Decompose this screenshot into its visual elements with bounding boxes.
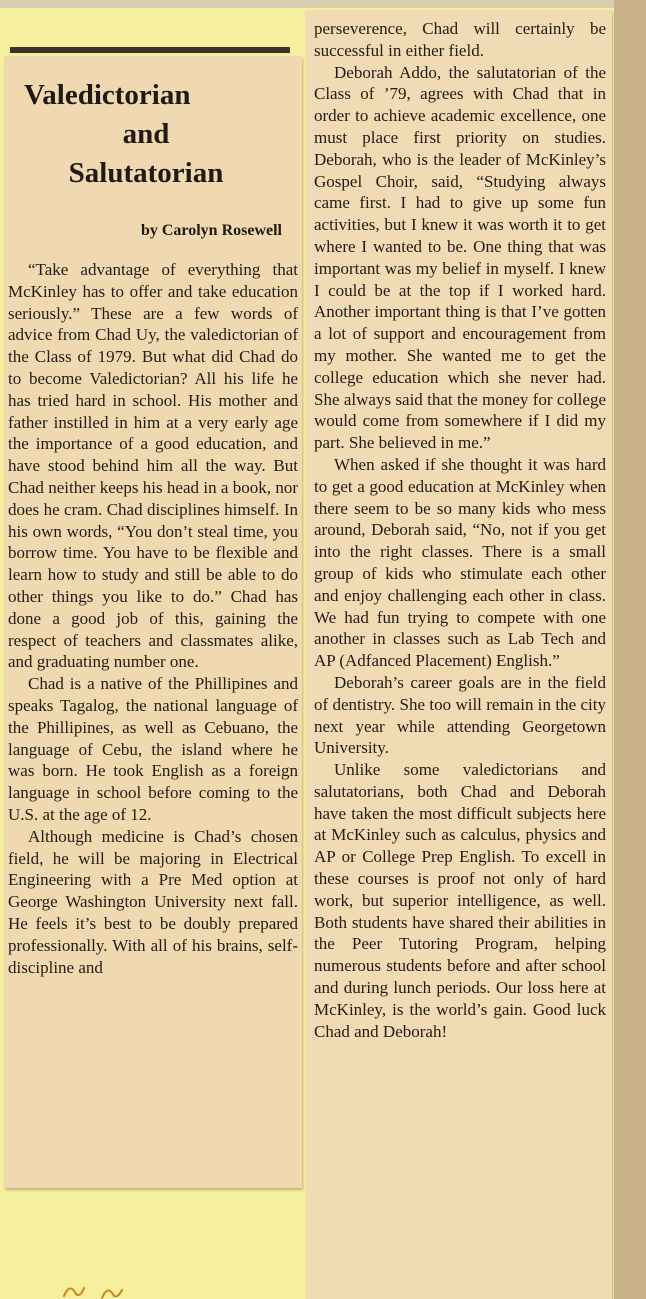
headline (10, 76, 282, 193)
paragraph: Although medicine is Chad’s chosen field, he will be majoring in Electrical Engineering with a Pre Med option at George Washington University next fall. He feels it’s best to be doubly prepared professionally. With all of his brains, self-discipline and (8, 826, 298, 977)
left-column (8, 259, 298, 978)
paragraph: “Take advantage of everything that McKinley has to offer and take education seriously.” These are a few words of advice from Chad Uy, the valedictorian of the Class of 1979. But what did Chad do to become Valedictorian? All his life he has tried hard in school. His mother and father instilled in him at a very early age the importance of a good education, and have stood behind him all the way. But Chad neither keeps his head in a book, nor does he cram. Chad disciplines himself. In his own words, “You don’t steal time, you borrow time. You have to be flexible and learn how to study and still be able to do other things you like to do.” Chad has done a good job of this, gaining the respect of teachers and classmates alike, and graduating number one. (8, 260, 298, 672)
top-edge (0, 0, 646, 8)
headline-line-2: and (122, 118, 170, 150)
headline-rule (10, 47, 290, 53)
right-edge (614, 0, 646, 1299)
right-column (314, 18, 606, 1042)
paragraph: perseverence, Chad will certainly be successful in either field. (314, 19, 606, 60)
headline-line-3: Salutatorian (68, 157, 224, 189)
paragraph: Deborah’s career goals are in the field of dentistry. She too will remain in the city next year while attending Georgetown University. (314, 672, 606, 758)
paragraph: When asked if she thought it was hard to get a good education at McKinley when there seem to be so many kids who mess around, Deborah said, “No, not if you get into the right classes. There is a small group of kids who stimulate each other and enjoy challenging each other in class. We had fun trying to compete with one another in classes such as Lab Tech and AP (Adfanced Placement) English.” (314, 454, 606, 671)
headline-line-1: Valedictorian (24, 79, 191, 111)
byline: by Carolyn Rosewell (140, 222, 282, 239)
paragraph: Unlike some valedictorians and salutatorians, both Chad and Deborah have taken the most difficult subjects here at McKinley such as calculus, physics and AP or College Prep English. To excell in these courses is proof not only of hard work, but superior intelligence, as well. Both students have shared their abilities in the Peer Tutoring Program, helping numerous students before and after school and during lunch periods. Our loss here at McKinley, is the world’s gain. Good luck Chad and Deborah! (314, 760, 606, 1041)
paragraph: Chad is a native of the Phillipines and speaks Tagalog, the national language of the Phillipines, as well as Cebuano, the language of Cebu, the island where he was born. He took English as a foreign language in school before coming to the U.S. at the age of 12. (8, 674, 298, 824)
handwritten-signature-icon (60, 1276, 180, 1299)
paragraph: Deborah Addo, the salutatorian of the Class of ’79, agrees with Chad that in order to achieve academic excellence, one must place first priority on studies. Deborah, who is the leader of McKinley’s Gospel Choir, said, “Studying always came first. I had to give up some fun activities, but I knew it was worth it to get where I wanted to be. One thing that was important was my belief in myself. I knew I could be at the top if I worked hard. Another important thing is that I’ve gotten a lot of support and encouragement from my mother. She wanted me to get the college education which she never had. She always said that the money for college would come from somewhere if I did my part. She believed in me.” (314, 62, 606, 453)
